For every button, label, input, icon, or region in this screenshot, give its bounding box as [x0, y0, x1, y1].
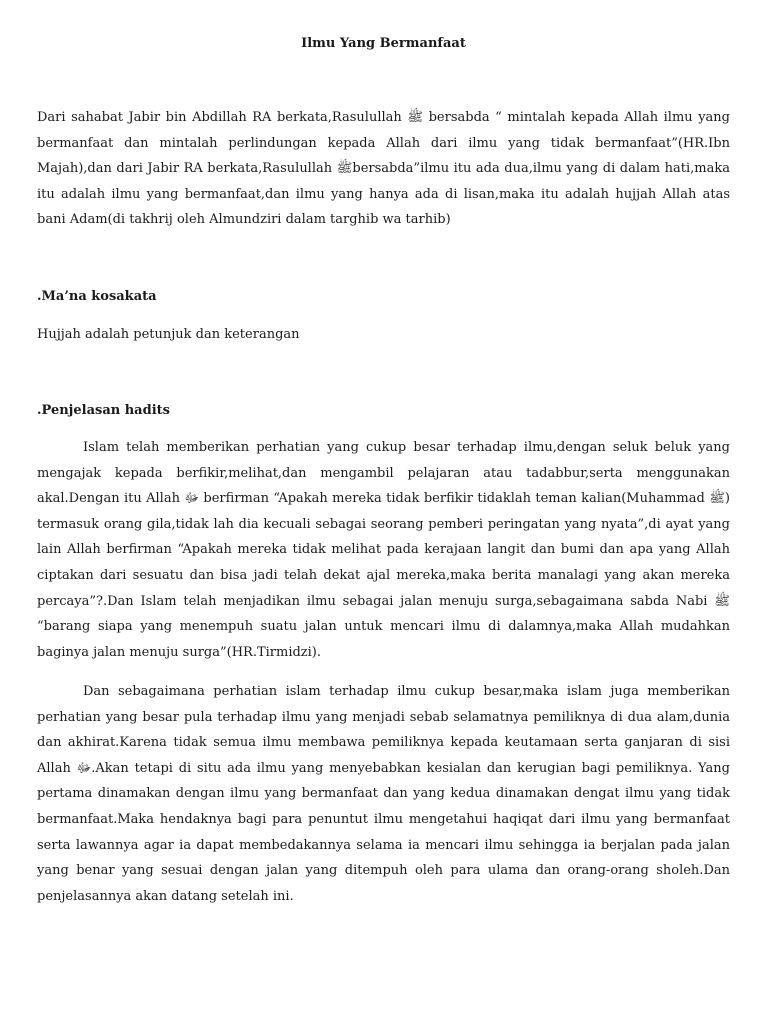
intro-paragraph: Dari sahabat Jabir bin Abdillah RA berkata,Rasulullah ﷺ bersabda “ mintalah kepada Allah ilmu yang bermanfaat dan mintalah perlindungan kepada Allah dari ilmu yang tidak bermanfaat”(HR.Ibn Majah),dan dari Jabir RA berkata,Rasulullah ﷺbersabda”ilmu itu ada dua,ilmu yang di dalam hati,maka itu adalah ilmu yang bermanfaat,dan ilmu yang hanya ada di lisan,maka itu adalah hujjah Allah atas bani Adam(di takhrij oleh Almundziri dalam targhib wa tarhib): [37, 110, 730, 228]
section-heading-kosakata: .Ma’na kosakata: [37, 289, 157, 304]
document-page: [37, 0, 730, 1024]
penjelasan-paragraph-1: Islam telah memberikan perhatian yang cukup besar terhadap ilmu,dengan seluk beluk yang mengajak kepada berfikir,melihat,dan mengambil pelajaran atau tadabbur,serta menggunakan akal.Dengan itu Allah ﷻ berfirman “Apakah mereka tidak berfikir tidaklah teman kalian(Muhammad ﷺ) termasuk orang gila,tidak lah dia kecuali sebagai seorang pemberi peringatan yang nyata”,di ayat yang lain Allah berfirman “Apakah mereka tidak melihat pada kerajaan langit dan bumi dan apa yang Allah ciptakan dari sesuatu dan bisa jadi telah dekat ajal mereka,maka berita manalagi yang akan mereka percaya”?.Dan Islam telah menjadikan ilmu sebagai jalan menuju surga,sebagaimana sabda Nabi ﷺ “barang siapa yang menempuh suatu jalan untuk mencari ilmu di dalamnya,maka Allah mudahkan baginya jalan menuju surga”(HR.Tirmidzi).: [37, 440, 730, 660]
penjelasan-paragraph-2: Dan sebagaimana perhatian islam terhadap ilmu cukup besar,maka islam juga memberikan perhatian yang besar pula terhadap ilmu yang menjadi sebab selamatnya pemiliknya di dua alam,dunia dan akhirat.Karena tidak semua ilmu membawa pemiliknya kepada keutamaan serta ganjaran di sisi Allah ﷻ.Akan tetapi di situ ada ilmu yang menyebabkan kesialan dan kerugian bagi pemiliknya. Yang pertama dinamakan dengan ilmu yang bermanfaat dan yang kedua dinamakan dengat ilmu yang tidak bermanfaat.Maka hendaknya bagi para penuntut ilmu mengetahui haqiqat dari ilmu yang bermanfaat serta lawannya agar ia dapat membedakannya selama ia mencari ilmu sehingga ia berjalan pada jalan yang benar yang sesuai dengan jalan yang ditempuh oleh para ulama dan orang-orang sholeh.Dan penjelasannya akan datang setelah ini.: [37, 684, 730, 904]
kosakata-text: Hujjah adalah petunjuk dan keterangan: [37, 327, 300, 342]
section-heading-penjelasan: .Penjelasan hadits: [37, 403, 170, 418]
document-title: Ilmu Yang Bermanfaat: [301, 36, 466, 51]
